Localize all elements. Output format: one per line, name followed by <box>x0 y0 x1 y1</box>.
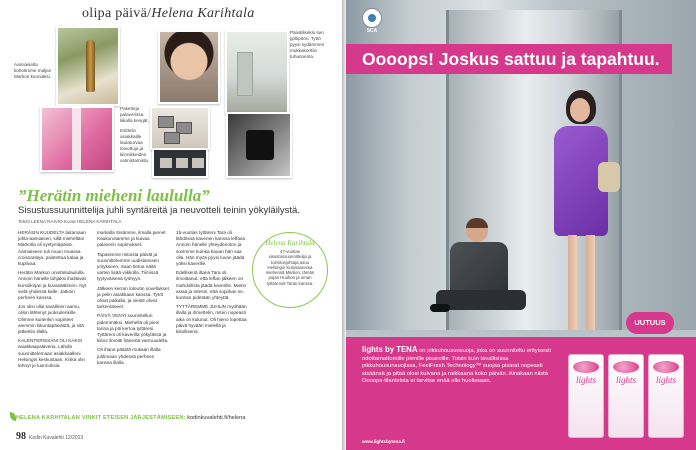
profile-bubble <box>252 232 328 308</box>
byline: Teksti LEENA RAIVIO Kuvat HELENA KARIHTALA <box>18 219 122 224</box>
product-pack-1 <box>568 354 604 438</box>
photo-phone <box>226 112 292 178</box>
photo-material-board <box>152 148 208 178</box>
pack-label: lights <box>615 375 636 385</box>
paragraph: Edellisenä iltana Tara oli ilmoittanut, että leffan jälkeen on mahdollista jäädä kaverille. Mietin asiaa ja totesin, että sopiihan se, kunhan pidetään yhteyttä. <box>176 270 247 301</box>
caption-evening: Päivälliseksi sen grillipöön. Tyttö pyysi sydämmen mukkakorttiin tuhannenta. <box>290 30 325 59</box>
product-pack-2 <box>608 354 644 438</box>
page-number: 98 <box>16 431 26 442</box>
ad-page <box>346 0 696 450</box>
photo-breakfast-toast <box>56 26 120 106</box>
caption-gift: Paketteja palaverissa, liikalla kengät. <box>120 106 149 123</box>
sca-logo-icon <box>362 8 382 28</box>
paragraph: KALENTERISSANI OLI KAKSI asiakkaapalaveria. Lähdin suunnittelemaan asiakkaalleni Helsingin keskustaan. Kiska olin tehnyt jo luonnoksia. <box>18 338 85 369</box>
ad-url[interactable]: www.lightsbytena.fi <box>362 439 405 444</box>
paragraph: TYTTÄREMME JUHLIN myöhään illalla ja ihmettelin, miten nopeasti aika on kulunut. Oli hieno lopettaa päivä hyvään mielellä ja kiitollisena. <box>176 304 247 335</box>
tips-link[interactable]: kodinkuvalehti.fi/helena <box>187 415 246 421</box>
paragraph: Jälkeen kerran toteutin sovellukset ja pelin asiakkaan kanssa. Tytöt olivat paikalla, ja viestit olivat tarkentaneet. <box>97 285 169 310</box>
model-man <box>428 220 538 330</box>
body-column-2 <box>97 230 169 369</box>
kicker-name: Helena Karihtala <box>151 6 255 21</box>
folio <box>16 431 83 442</box>
photo-evening-room <box>225 30 289 114</box>
paragraph: Herätin Markon onnittelulaululla. Annoin hänelle lahjaksi ihailtavat kurssikirjan ja kuvasäätimen. Nyt vielä yhdessä kalle. Jatkoin perheen kanssa. <box>18 270 87 301</box>
caption-breakfast: Aamiaiselta kohotimme maljan Markon kunniaksi. <box>14 62 52 79</box>
paragraph: HERÄSIN KUUDELTA laitamaan juhla-aamiaisen, sillä mieheltäni Markolla oli syntymäpäivä. Aamiaiseen tuli muun muassa croissanteja, paistettua kalaa ja kuplivaa. <box>18 230 86 267</box>
ad-headline: Oooops! Joskus sattuu ja tapahtuu. <box>346 44 672 74</box>
photo-portrait <box>158 30 220 104</box>
pack-label: lights <box>655 375 676 385</box>
photo-gift-package <box>40 106 114 172</box>
left-page <box>0 0 342 450</box>
pack-label: lights <box>575 375 596 385</box>
handbag <box>598 162 620 192</box>
body-column-1 <box>18 230 90 372</box>
tips-label: HELENA KARIHTALAN VINKIT ETEISEN JÄRJESTÄMISEEN: <box>16 415 186 421</box>
brand-logo <box>362 8 382 34</box>
paragraph: Tapasimme mitoista päivät ja suunnittelemme uudistamisen yritykseen. Saan tietoa näitä varten lisää viikkolla. Tiimissä tyytyväisenä työhyyn. <box>97 251 160 282</box>
tips-bar <box>16 415 245 421</box>
body-column-3 <box>176 230 248 338</box>
new-badge: UUTUUS <box>626 312 674 334</box>
model-woman <box>546 90 626 340</box>
paragraph: 15-vuotias tyttäreni Tara oli lähdössä kaverien kanssa leffaan. Annoin hänelle yhteydenoton ja sovimme kuinka kauan hän saa olla. Hän myös pyysi luvan jäädä yöksi kaverille. <box>176 230 247 267</box>
magazine-name: Kodin Kuvalehti 12/2013 <box>29 435 84 441</box>
product-pack-3 <box>648 354 684 438</box>
paragraph: Oli ihana päästä mukaan illalla juhlimaan yhdessä perheen kanssa illalla. <box>97 347 161 365</box>
profile-name: Helena Karihtala <box>265 239 315 247</box>
caption-samples: Esittelin asiakkaille lautaturvaa toivottuja ja kiinnikkeiden valmistamista. <box>120 128 150 163</box>
paragraph: PÄIVÄ VENYI suunnitellun pidemmäksi. Miehellä oli pieni tarina ja piti kertoa tyttäreni. Tyttäreni oli kaverilla yökylässä ja kiitos ilmoitti hänestä varmuudella. <box>97 313 169 344</box>
article-subtitle: Sisustussuunnittelija juhli syntäreitä ja neuvotteli teinin yökyläilystä. <box>18 205 300 216</box>
brand-name: SCA <box>366 28 378 34</box>
article-title: ”Herätin mieheni laululla” <box>18 186 210 205</box>
paragraph: markalla Sisämme, ilmalla pienet Kaukonotamme ja kuivaa palaverin sopimukset. <box>97 230 166 248</box>
photo-tile-samples <box>150 106 210 150</box>
profile-text: 47-vuotias sisustussuunnittelija ja toimitusjohtaja asuu Helsingin Kulosaaressa miehensä Markon, tämän pojan Huukon ja oman tyttärensä Taran kanssa. <box>265 249 315 286</box>
section-kicker: olipa päivä/Helena Karihtala <box>82 6 255 21</box>
product-name: lights by TENA <box>362 345 418 354</box>
ad-description: on pikkuhousunsuoja, joka on suunniteltu erityisesti odottamattomille pienille pisaroille. Toisin kuin tavallisissa pikkuhousunsuojissa, FeelFresh Technology™ suojaa pisarat nopeasti sisäänsä ja pitää olosi kuivana ja raikkaana koko päivän. Ainakaan niistä Oooops-tilanteista ei tarvitse enää olla huolissaan. <box>362 348 551 385</box>
ad-body <box>362 346 554 386</box>
paragraph: Jos olisi ollut tavallinen aamu, olisin lähtenyt juoksulenkille. Olimme kuitenkin sopineet aiemmin liikuntapäivästä, ja sitä jatkettiin illalla. <box>18 304 84 335</box>
